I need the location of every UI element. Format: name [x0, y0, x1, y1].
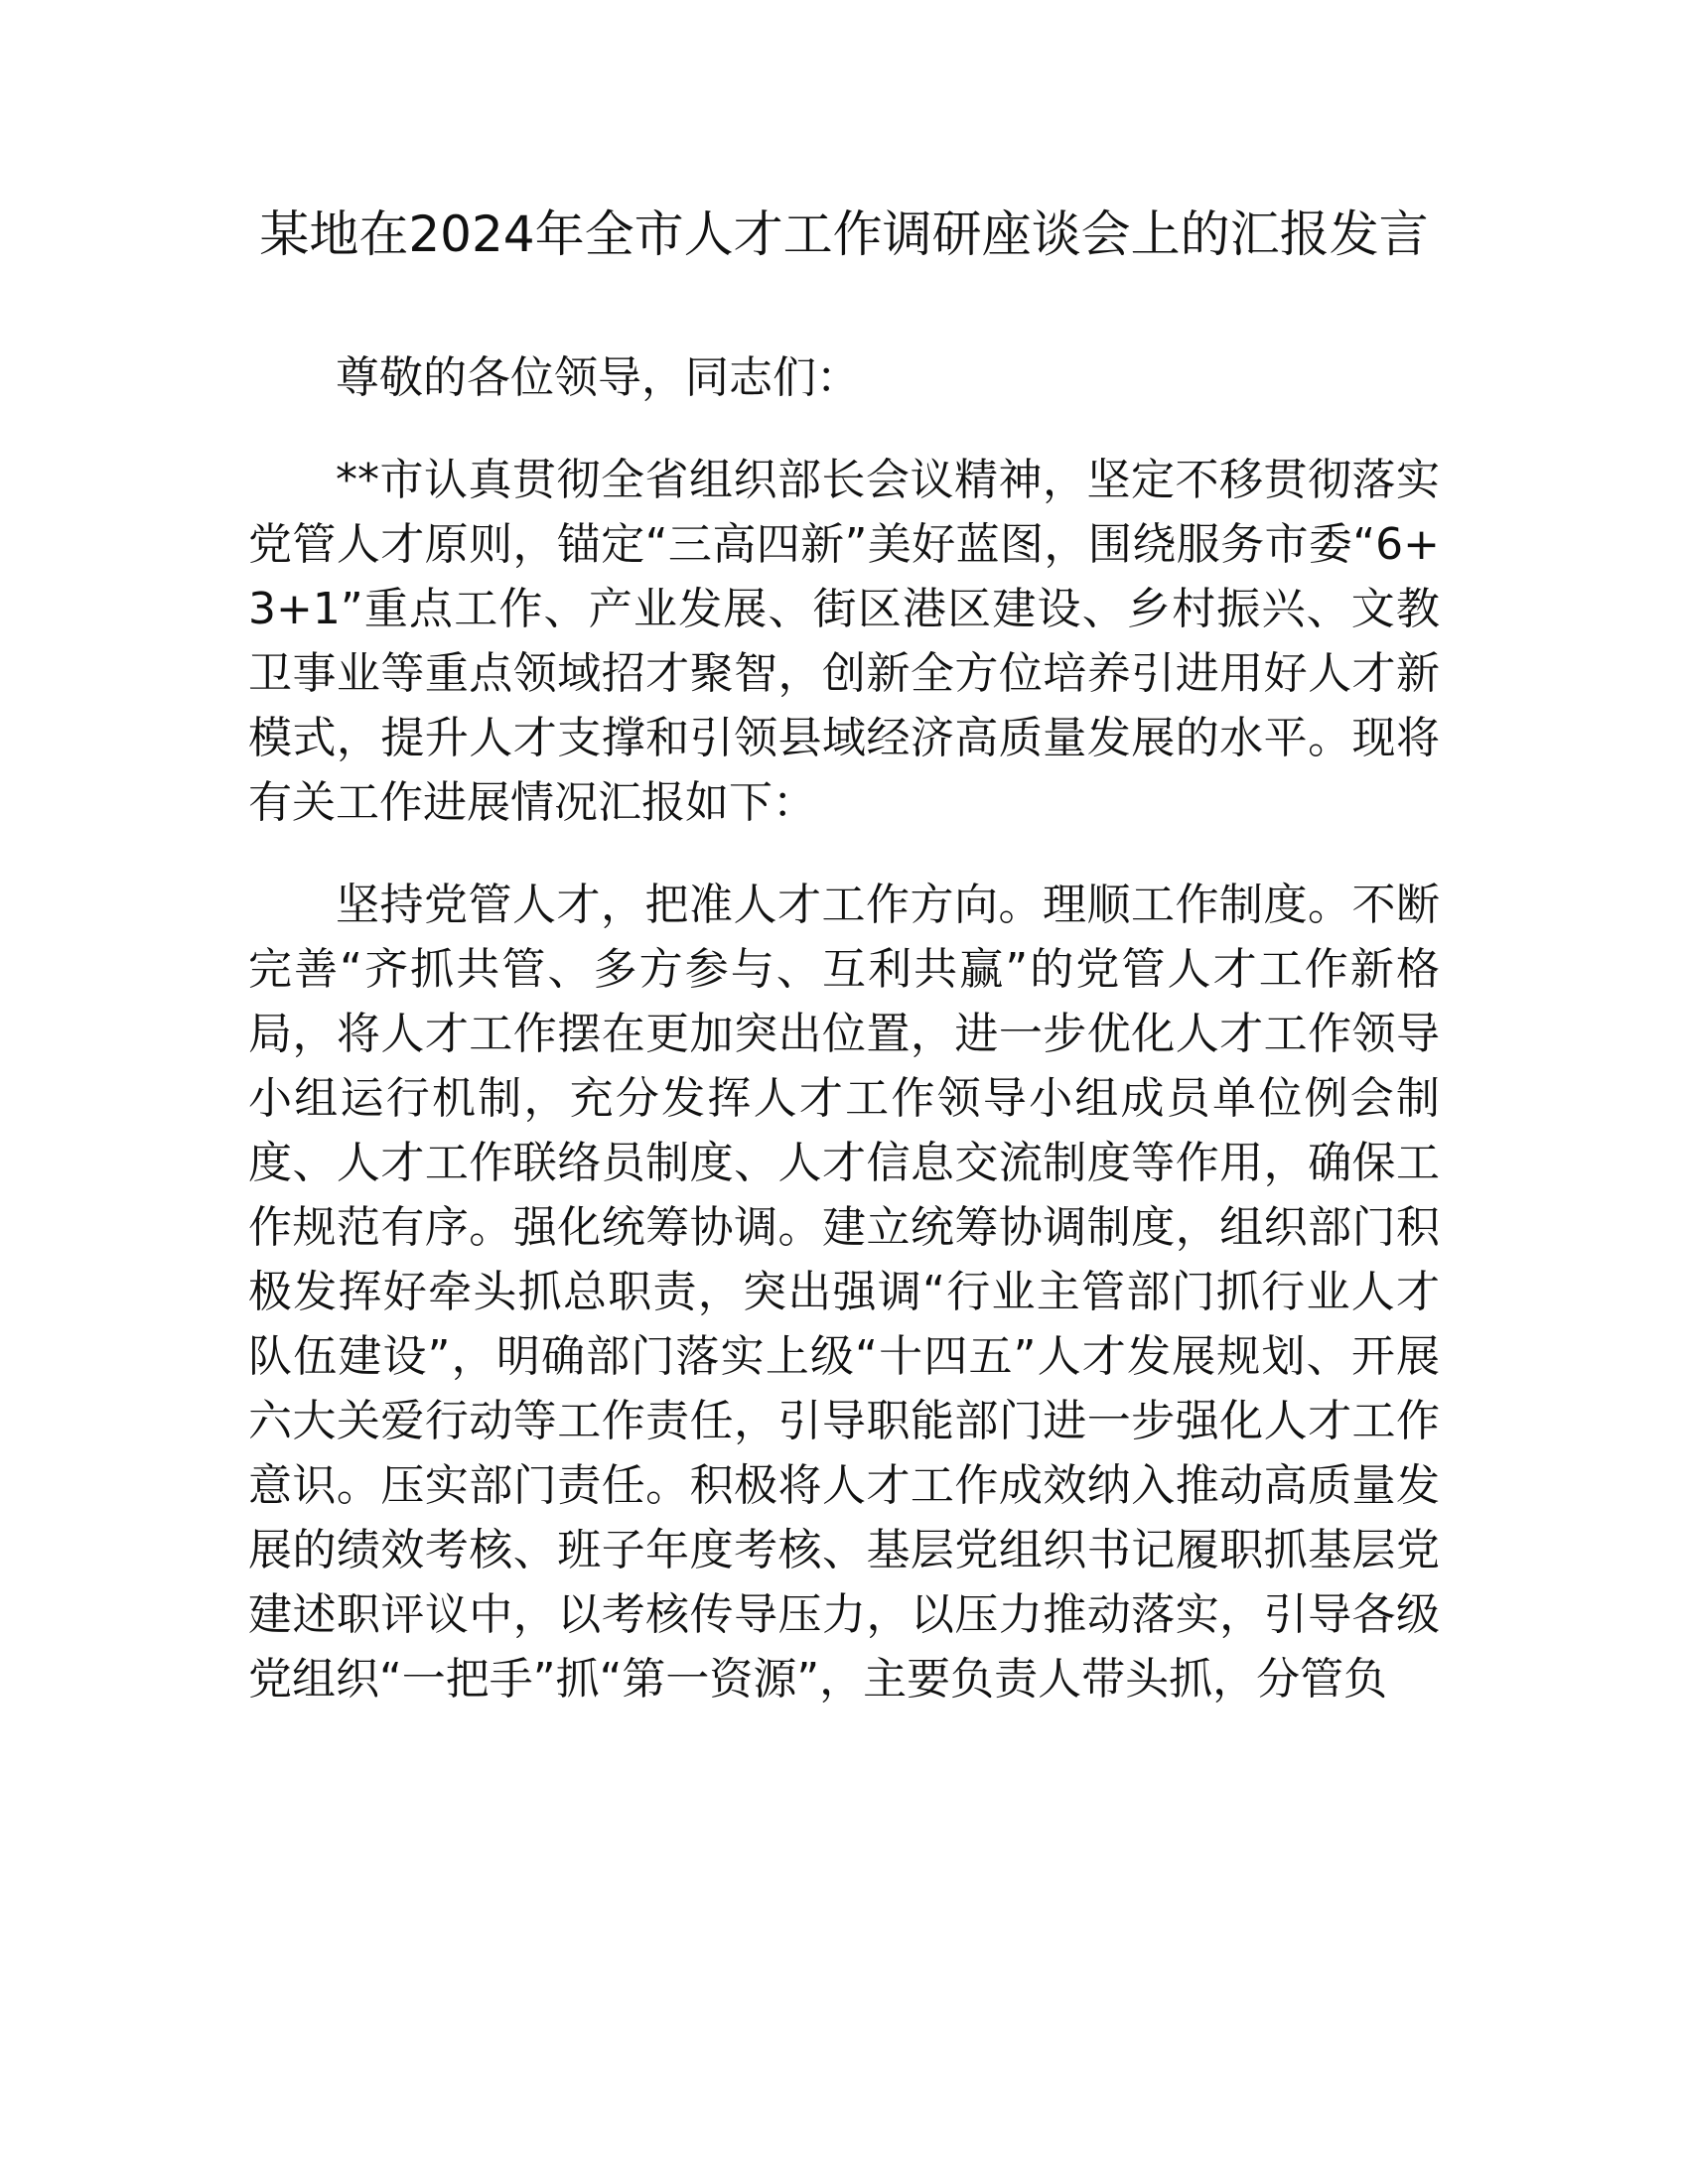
document-title: 某地在2024年全市人才工作调研座谈会上的汇报发言 — [259, 205, 1429, 263]
salutation: 尊敬的各位领导，同志们： — [336, 352, 860, 403]
document-body — [248, 345, 1440, 1711]
paragraph-intro: **市认真贯彻全省组织部长会议精神，坚定不移贯彻落实党管人才原则，锚定“三高四新”美好蓝图，围绕服务市委“6+3+1”重点工作、产业发展、街区港区建设、乡村振兴、文教卫事业等重点领域招才聚智，创新全方位培养引进用好人才新模式，提升人才支撑和引领县域经济高质量发展的水平。现将有关工作进展情况汇报如下： — [248, 455, 1440, 828]
paragraph-party-talent: 坚持党管人才，把准人才工作方向。理顺工作制度。不断完善“齐抓共管、多方参与、互利共赢”的党管人才工作新格局，将人才工作摆在更加突出位置，进一步优化人才工作领导小组运行机制，充分发挥人才工作领导小组成员单位例会制度、人才工作联络员制度、人才信息交流制度等作用，确保工作规范有序。强化统筹协调。建立统筹协调制度，组织部门积极发挥好牵头抓总职责，突出强调“行业主管部门抓行业人才队伍建设”，明确部门落实上级“十四五”人才发展规划、开展六大关爱行动等工作责任，引导职能部门进一步强化人才工作意识。压实部门责任。积极将人才工作成效纳入推动高质量发展的绩效考核、班子年度考核、基层党组织书记履职抓基层党建述职评议中，以考核传导压力，以压力推动落实，引导各级党组织“一把手”抓“第一资源”，主要负责人带头抓，分管负 — [248, 880, 1440, 1705]
